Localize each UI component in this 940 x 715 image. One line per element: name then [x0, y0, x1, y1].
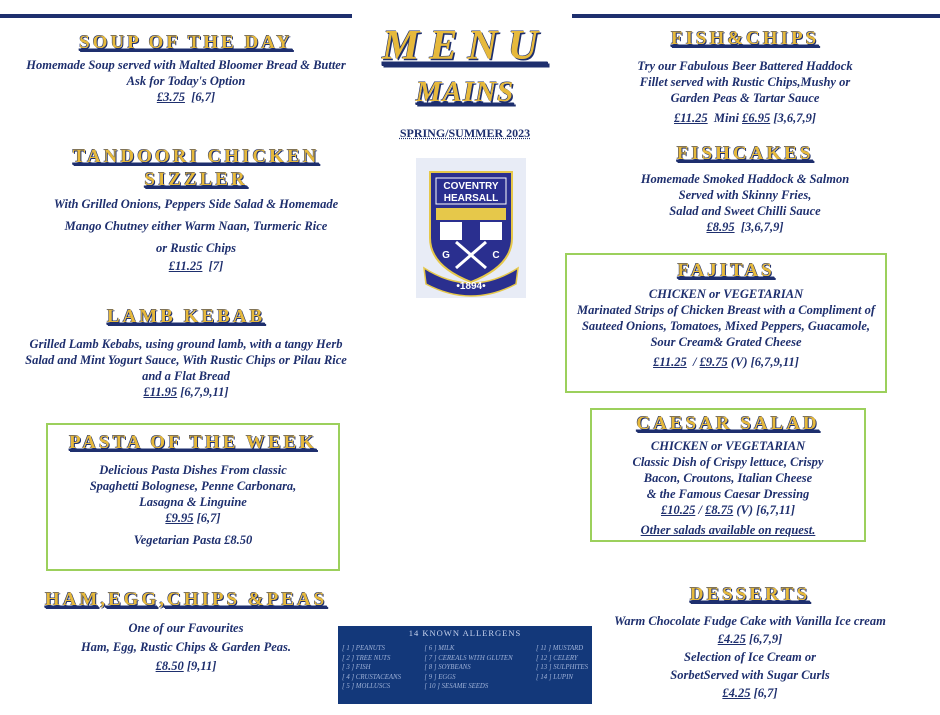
soup-line-2: Ask for Today's Option	[126, 74, 246, 88]
season-label: SPRING/SUMMER 2023	[399, 126, 531, 140]
section-tandoori	[10, 146, 382, 273]
fish-line-2: Fillet served with Rustic Chips,Mushy or	[639, 75, 851, 89]
pasta-title: PASTA OF THE WEEK	[69, 432, 317, 453]
allergen-item: [ 5 ] MOLLUSCS	[342, 683, 391, 691]
allergens-col-3	[536, 644, 588, 692]
ham-line-1: One of our Favourites	[128, 621, 244, 635]
tandoori-line-1: With Grilled Onions, Peppers Side Salad & Homemade	[53, 197, 339, 211]
fish-line-1: Try our Fabulous Beer Battered Haddock	[637, 59, 853, 73]
allergen-item: [ 13 ] SULPHITES	[536, 664, 588, 672]
caesar-title: CAESAR SALAD	[636, 413, 820, 434]
caesar-line-2: Classic Dish of Crispy lettuce, Crispy	[632, 455, 824, 469]
section-ham	[10, 589, 362, 676]
section-fajitas: FAJITAS CHICKEN or VEGETARIAN Marinated Strips of Chicken Breast with a Compliment of Sauteed Onions, Tomatoes, Mixed Peppers, Guacamole, Sour Cream& Grated Cheese £11.25 / £9.75 (V) [6,7,9,11]	[565, 260, 887, 370]
pasta-veg: Vegetarian Pasta £8.50	[133, 533, 253, 547]
mains-title: MAINS	[415, 76, 515, 108]
desserts-item-2a: Selection of Ice Cream or	[684, 650, 816, 664]
tandoori-allergens: [7]	[208, 259, 224, 273]
logo-line1: COVENTRY	[443, 181, 499, 192]
pasta-line-3: Lasagna & Linguine	[139, 495, 247, 509]
allergen-item: [ 8 ] SOYBEANS	[424, 664, 471, 672]
caesar-price-1: £10.25	[660, 503, 696, 517]
section-soup	[10, 32, 362, 105]
desserts-item-1: Warm Chocolate Fudge Cake with Vanilla Ice cream	[614, 614, 886, 628]
soup-line-1: Homemade Soup served with Malted Bloomer Bread & Butter	[26, 58, 346, 72]
tandoori-line-2: Mango Chutney either Warm Naan, Turmeric Rice	[64, 219, 328, 233]
logo-year: •1894•	[456, 281, 486, 292]
allergen-item: [ 4 ] CRUSTACEANS	[342, 673, 401, 681]
lamb-title: LAMB KEBAB	[106, 306, 266, 327]
fajitas-price-1: £11.25	[653, 355, 687, 369]
fish-allergens: [3,6,7,9]	[773, 111, 817, 125]
section-fishcakes	[580, 143, 910, 235]
allergen-item: [ 3 ] FISH	[342, 664, 371, 672]
logo-initial-g: G	[442, 250, 450, 261]
caesar-line-3: Bacon, Croutons, Italian Cheese	[643, 471, 813, 485]
top-rule-left	[0, 14, 352, 18]
caesar-line-1: CHICKEN or VEGETARIAN	[650, 439, 806, 453]
tandoori-price: £11.25	[168, 259, 203, 273]
allergens-panel	[338, 626, 592, 704]
allergen-item: [ 6 ] MILK	[424, 645, 455, 652]
lamb-line-2: Salad and Mint Yogurt Sauce, With Rustic Chips or Pilau Rice	[25, 353, 347, 367]
pasta-line-1: Delicious Pasta Dishes From classic	[99, 463, 287, 477]
tandoori-title-2: SIZZLER	[144, 169, 248, 190]
tandoori-line-3: or Rustic Chips	[156, 241, 236, 255]
fajitas-line-3: Sauteed Onions, Tomatoes, Mixed Peppers, Guacamole,	[581, 319, 871, 333]
desserts-price-2: £4.25	[722, 686, 751, 700]
fishcakes-title: FISHCAKES	[676, 143, 814, 164]
allergens-col-2	[424, 644, 512, 692]
fish-mini-label: Mini	[713, 111, 739, 125]
fajitas-line-1: CHICKEN or VEGETARIAN	[648, 287, 804, 301]
fishcakes-line-3: Salad and Sweet Chilli Sauce	[669, 204, 821, 218]
allergens-heading: 14 KNOWN ALLERGENS	[408, 628, 522, 638]
club-crest-icon	[416, 158, 526, 298]
soup-price: £3.75	[156, 90, 185, 104]
allergens-col-1	[342, 644, 401, 692]
allergen-item: [ 10 ] SESAME SEEDS	[424, 683, 489, 691]
ham-title: HAM,EGG,CHIPS &PEAS	[44, 589, 328, 610]
pasta-line-2: Spaghetti Bolognese, Penne Carbonara,	[89, 479, 297, 493]
fishcakes-allergens: [3,6,7,9]	[740, 220, 784, 234]
top-rule-right	[572, 14, 940, 18]
allergen-item: [ 12 ] CELERY	[536, 654, 578, 662]
allergen-item: [ 1 ] PEANUTS	[342, 645, 385, 652]
section-fish	[580, 28, 910, 126]
caesar-price-2: £8.75	[705, 503, 734, 517]
fishcakes-line-2: Served with Skinny Fries,	[678, 188, 812, 202]
section-desserts	[590, 584, 910, 702]
allergen-item: [ 2 ] TREE NUTS	[342, 654, 391, 662]
lamb-line-1: Grilled Lamb Kebabs, using ground lamb, with a tangy Herb	[29, 337, 343, 351]
fish-mini-price: £6.95	[742, 111, 771, 125]
soup-title: SOUP OF THE DAY	[79, 32, 293, 53]
ham-line-2: Ham, Egg, Rustic Chips & Garden Peas.	[80, 640, 292, 654]
club-logo	[416, 158, 526, 298]
desserts-allergens-1: [6,7,9]	[748, 632, 783, 646]
allergen-item: [ 11 ] MUSTARD	[536, 645, 584, 652]
desserts-allergens-2: [6,7]	[753, 686, 778, 700]
section-pasta	[46, 432, 340, 548]
pasta-allergens: [6,7]	[196, 511, 221, 525]
lamb-price: £11.95	[143, 385, 178, 399]
pasta-price: £9.95	[165, 511, 194, 525]
menu-title: MENU	[381, 23, 549, 69]
lamb-allergens: [6,7,9,11]	[180, 385, 229, 399]
caesar-tail: (V) [6,7,11]	[736, 503, 796, 517]
fishcakes-price: £8.95	[706, 220, 735, 234]
logo-line2: HEARSALL	[443, 193, 499, 204]
desserts-title: DESSERTS	[689, 584, 811, 605]
logo-initial-c: C	[492, 250, 500, 261]
lamb-line-3: and a Flat Bread	[142, 369, 230, 383]
section-caesar: CAESAR SALAD CHICKEN or VEGETARIAN Classic Dish of Crispy lettuce, Crispy Bacon, Croutons, Italian Cheese & the Famous Caesar Dressing £10.25 / £8.75 (V) [6,7,11] Other salads available on request.	[590, 413, 866, 538]
section-lamb	[10, 306, 362, 400]
desserts-price-1: £4.25	[717, 632, 746, 646]
allergen-item: [ 9 ] EGGS	[424, 673, 456, 681]
fish-title: FISH&CHIPS	[670, 28, 820, 49]
ham-price: £8.50	[155, 659, 184, 673]
ham-allergens: [9,11]	[186, 659, 217, 673]
tandoori-title-1: TANDOORI CHICKEN	[72, 146, 320, 167]
fajitas-price-2: £9.75	[699, 355, 728, 369]
soup-allergens: [6,7]	[191, 90, 216, 104]
menu-header	[370, 24, 560, 141]
caesar-note: Other salads available on request.	[640, 523, 816, 537]
fajitas-tail: (V) [6,7,9,11]	[730, 355, 799, 369]
desserts-item-2b: SorbetServed with Sugar Curls	[670, 668, 830, 682]
fajitas-title: FAJITAS	[677, 260, 775, 281]
fish-price: £11.25	[673, 111, 708, 125]
allergen-item: [ 14 ] LUPIN	[536, 673, 573, 681]
allergen-item: [ 7 ] CEREALS WITH GLUTEN	[424, 654, 513, 662]
caesar-line-4: & the Famous Caesar Dressing	[646, 487, 810, 501]
fishcakes-line-1: Homemade Smoked Haddock & Salmon	[640, 172, 850, 186]
fish-line-3: Garden Peas & Tartar Sauce	[670, 91, 820, 105]
fajitas-line-2: Marinated Strips of Chicken Breast with a Compliment of	[577, 303, 875, 317]
fajitas-line-4: Sour Cream& Grated Cheese	[650, 335, 802, 349]
